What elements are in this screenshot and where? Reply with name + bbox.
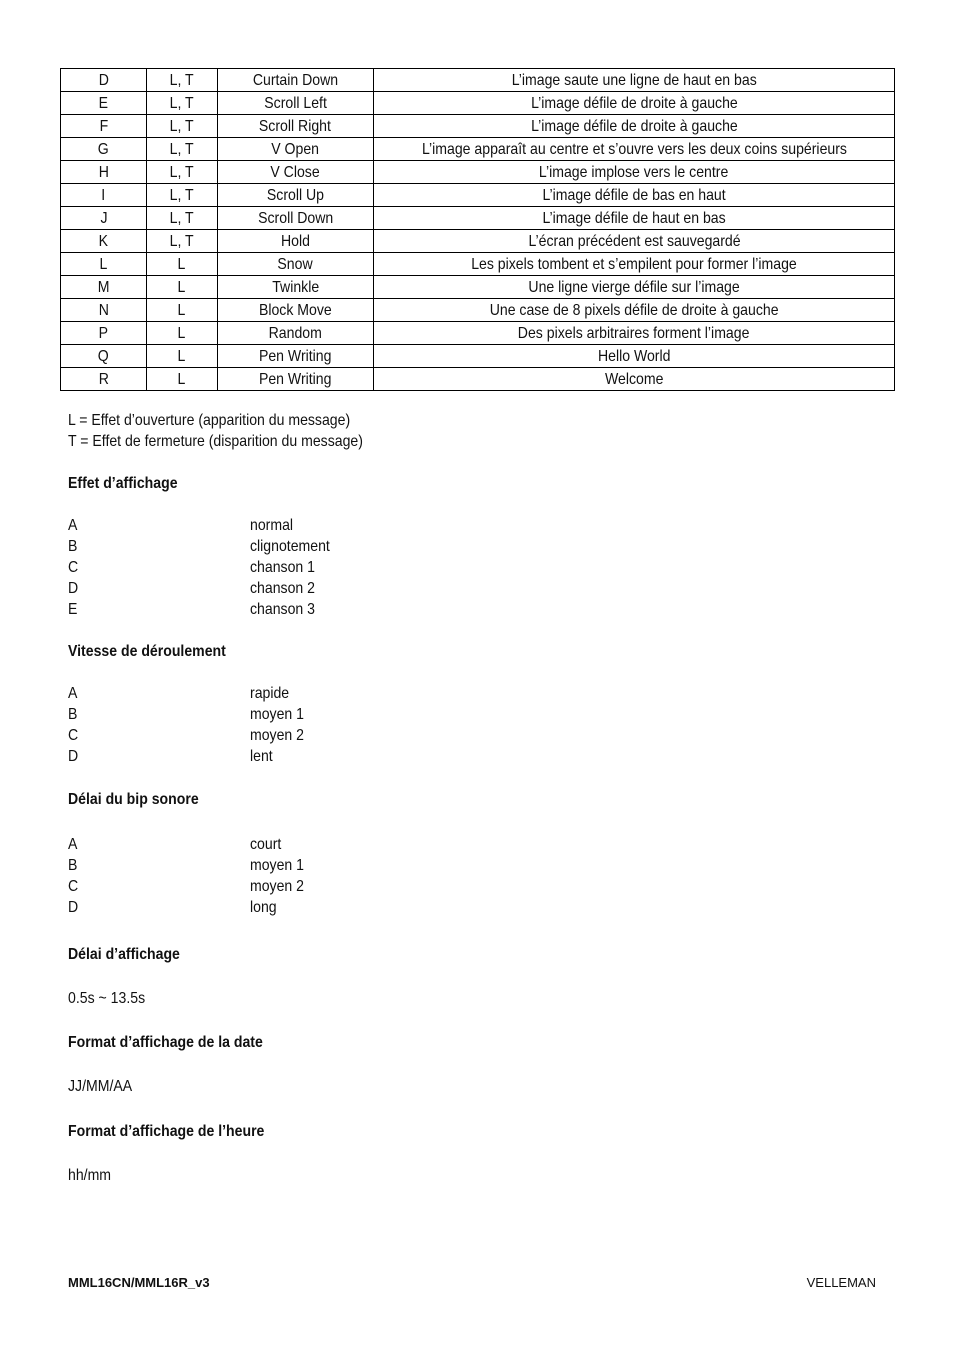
effect-code-cell: N <box>61 299 147 322</box>
option-key: C <box>68 559 79 576</box>
effect-code-cell: E <box>61 92 147 115</box>
option-key: B <box>68 706 78 723</box>
effects-table <box>60 68 895 391</box>
effect-code-cell: M <box>61 276 147 299</box>
effect-code-cell: J <box>61 207 147 230</box>
effect-type-cell: L, T <box>147 138 217 161</box>
effect-name-cell: Block Move <box>217 299 374 322</box>
table-row <box>61 345 895 368</box>
effect-name-cell: Hold <box>217 230 374 253</box>
effect-code-cell: K <box>61 230 147 253</box>
option-key: C <box>68 727 79 744</box>
table-row <box>61 69 895 92</box>
effect-description-cell: Les pixels tombent et s’empilent pour former l’image <box>374 253 895 276</box>
effect-name-cell: Scroll Up <box>217 184 374 207</box>
effect-type-cell: L <box>147 299 217 322</box>
effect-name-cell: Pen Writing <box>217 368 374 391</box>
table-row <box>61 92 895 115</box>
effect-description-cell: Hello World <box>374 345 895 368</box>
effect-name-cell: V Open <box>217 138 374 161</box>
option-value: chanson 3 <box>250 601 315 618</box>
effect-type-cell: L, T <box>147 161 217 184</box>
table-row <box>61 138 895 161</box>
option-key: E <box>68 601 78 618</box>
effect-name-cell: Scroll Left <box>217 92 374 115</box>
table-row <box>61 184 895 207</box>
effect-type-cell: L, T <box>147 184 217 207</box>
option-value: rapide <box>250 685 290 702</box>
option-key: D <box>68 899 79 916</box>
option-value: lent <box>250 748 273 765</box>
effect-name-cell: Random <box>217 322 374 345</box>
display-effect-heading: Effet d’affichage <box>68 475 178 492</box>
display-delay-heading: Délai d’affichage <box>68 946 180 963</box>
effect-code-cell: R <box>61 368 147 391</box>
effect-description-cell: L’image défile de droite à gauche <box>374 92 895 115</box>
option-key: B <box>68 538 78 555</box>
option-value: chanson 1 <box>250 559 315 576</box>
effect-type-cell: L, T <box>147 115 217 138</box>
option-key: A <box>68 836 78 853</box>
effect-type-cell: L <box>147 253 217 276</box>
option-key: D <box>68 748 79 765</box>
effect-description-cell: Une ligne vierge défile sur l’image <box>374 276 895 299</box>
effect-name-cell: Curtain Down <box>217 69 374 92</box>
effect-description-cell: Une case de 8 pixels défile de droite à gauche <box>374 299 895 322</box>
table-row <box>61 207 895 230</box>
option-value: moyen 1 <box>250 706 305 723</box>
effect-description-cell: L’image défile de droite à gauche <box>374 115 895 138</box>
option-value: moyen 2 <box>250 727 305 744</box>
option-key: C <box>68 878 79 895</box>
table-row <box>61 161 895 184</box>
option-value: court <box>250 836 282 853</box>
table-row <box>61 299 895 322</box>
effect-type-cell: L, T <box>147 69 217 92</box>
table-row <box>61 322 895 345</box>
effect-description-cell: Des pixels arbitraires forment l’image <box>374 322 895 345</box>
effect-code-cell: D <box>61 69 147 92</box>
option-value: long <box>250 899 277 916</box>
effect-description-cell: L’écran précédent est sauvegardé <box>374 230 895 253</box>
effect-name-cell: Scroll Down <box>217 207 374 230</box>
footer-model: MML16CN/MML16R_v3 <box>68 1275 210 1290</box>
effect-name-cell: Snow <box>217 253 374 276</box>
legend-t: T = Effet de fermeture (disparition du message) <box>68 433 363 450</box>
effect-description-cell: L’image saute une ligne de haut en bas <box>374 69 895 92</box>
option-value: moyen 1 <box>250 857 305 874</box>
effect-type-cell: L <box>147 345 217 368</box>
table-row <box>61 115 895 138</box>
footer-brand: VELLEMAN <box>806 1275 876 1290</box>
option-key: A <box>68 517 78 534</box>
effects-table-body <box>61 69 895 391</box>
effect-description-cell: L’image apparaît au centre et s’ouvre vers les deux coins supérieurs <box>374 138 895 161</box>
effect-type-cell: L <box>147 276 217 299</box>
table-row <box>61 276 895 299</box>
effect-code-cell: H <box>61 161 147 184</box>
beep-delay-heading: Délai du bip sonore <box>68 791 199 808</box>
effect-type-cell: L, T <box>147 207 217 230</box>
effect-code-cell: L <box>61 253 147 276</box>
effect-code-cell: G <box>61 138 147 161</box>
effect-name-cell: Twinkle <box>217 276 374 299</box>
display-delay-value: 0.5s ~ 13.5s <box>68 990 146 1007</box>
effect-type-cell: L, T <box>147 92 217 115</box>
table-row <box>61 253 895 276</box>
option-value: clignotement <box>250 538 330 555</box>
table-row <box>61 368 895 391</box>
option-key: B <box>68 857 78 874</box>
date-format-value: JJ/MM/AA <box>68 1078 133 1095</box>
table-row <box>61 230 895 253</box>
effect-type-cell: L <box>147 368 217 391</box>
effect-code-cell: P <box>61 322 147 345</box>
effect-code-cell: I <box>61 184 147 207</box>
time-format-value: hh/mm <box>68 1167 112 1184</box>
effect-type-cell: L, T <box>147 230 217 253</box>
effect-description-cell: Welcome <box>374 368 895 391</box>
time-format-heading: Format d’affichage de l’heure <box>68 1123 265 1140</box>
date-format-heading: Format d’affichage de la date <box>68 1034 263 1051</box>
effect-name-cell: Pen Writing <box>217 345 374 368</box>
option-key: D <box>68 580 79 597</box>
option-value: normal <box>250 517 294 534</box>
effect-name-cell: V Close <box>217 161 374 184</box>
effect-type-cell: L <box>147 322 217 345</box>
effect-name-cell: Scroll Right <box>217 115 374 138</box>
option-value: chanson 2 <box>250 580 315 597</box>
effect-description-cell: L’image défile de bas en haut <box>374 184 895 207</box>
option-value: moyen 2 <box>250 878 305 895</box>
effect-description-cell: L’image défile de haut en bas <box>374 207 895 230</box>
effect-description-cell: L’image implose vers le centre <box>374 161 895 184</box>
effect-code-cell: Q <box>61 345 147 368</box>
option-key: A <box>68 685 78 702</box>
effect-code-cell: F <box>61 115 147 138</box>
scroll-speed-heading: Vitesse de déroulement <box>68 643 226 660</box>
legend-l: L = Effet d’ouverture (apparition du message) <box>68 412 351 429</box>
